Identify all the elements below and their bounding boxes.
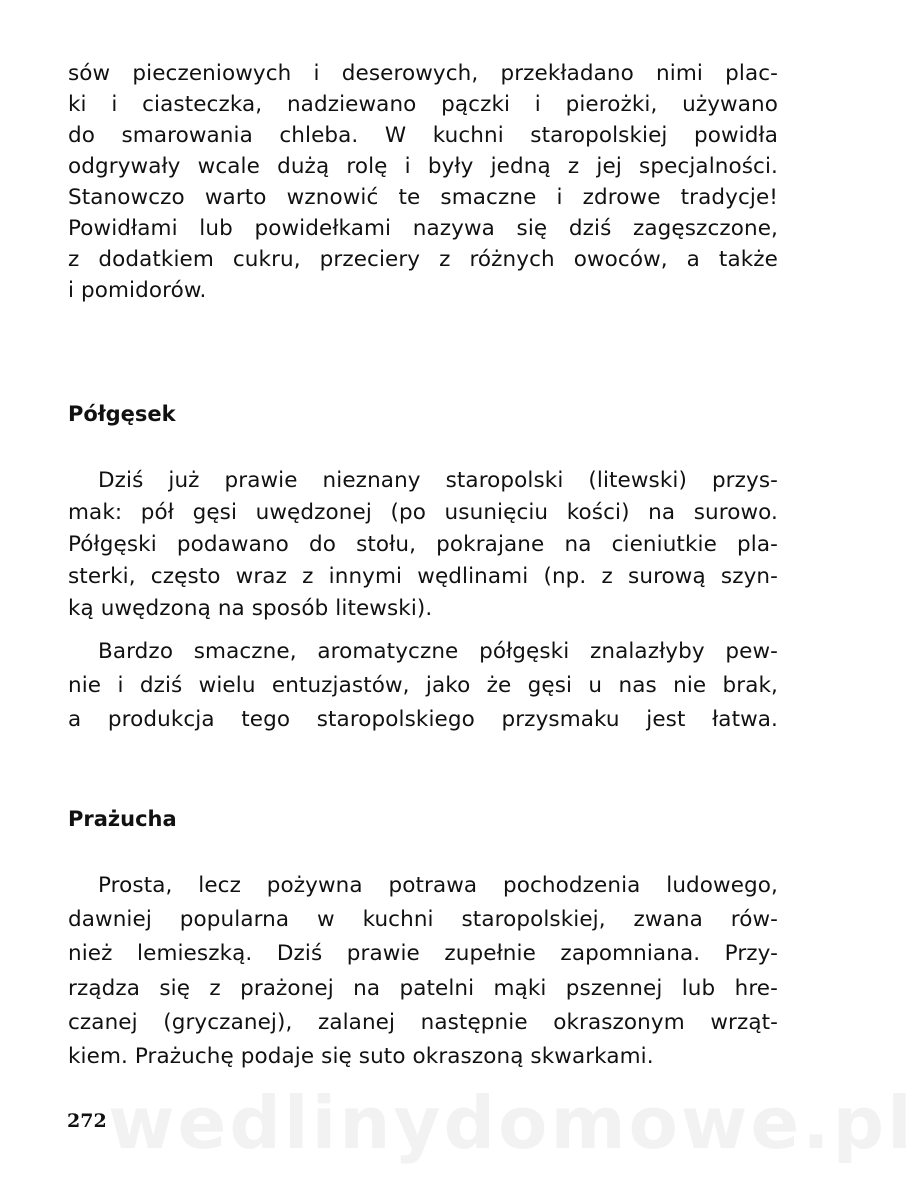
polgesek-line-2: mak: pół gęsi uwędzonej (po usunięciu kości) na surowo. <box>68 500 778 525</box>
prazucha-line-2: dawniej popularna w kuchni staropolskiej, zwana rów- <box>68 907 778 932</box>
section-heading-polgesek: Półgęsek <box>68 402 176 426</box>
polgesek-line-4: sterki, często wraz z innymi wędlinami (np. z surową szyn- <box>68 564 778 589</box>
prazucha-line-5: czanej (gryczanej), zalanej następnie okraszonym wrząt- <box>68 1010 778 1035</box>
prazucha-line-1: Prosta, lecz pożywna potrawa pochodzenia ludowego, <box>98 873 778 898</box>
watermark: wedlinydomowe.pl <box>108 1081 915 1165</box>
intro-line-6: Powidłami lub powidełkami nazywa się dziś zagęszczone, <box>68 216 778 241</box>
section-heading-prazucha: Prażucha <box>68 807 177 831</box>
prazucha-line-3: nież lemieszką. Dziś prawie zupełnie zapomniana. Przy- <box>68 941 778 966</box>
polgesek-line-1: Dziś już prawie nieznany staropolski (litewski) przys- <box>98 468 778 493</box>
prazucha-line-6: kiem. Prażuchę podaje się suto okraszoną skwarkami. <box>68 1044 654 1069</box>
polgesek-line-5: ką uwędzoną na sposób litewski). <box>68 596 433 621</box>
polgesek-line-7: nie i dziś wielu entuzjastów, jako że gęsi u nas nie brak, <box>68 673 778 698</box>
polgesek-line-8: a produkcja tego staropolskiego przysmaku jest łatwa. <box>68 707 778 732</box>
intro-line-4: odgrywały wcale dużą rolę i były jedną z jej specjalności. <box>68 154 778 179</box>
intro-line-7: z dodatkiem cukru, przeciery z różnych owoców, a także <box>68 247 778 272</box>
polgesek-line-6: Bardzo smaczne, aromatyczne półgęski znalazłyby pew- <box>98 639 778 664</box>
polgesek-line-3: Półgęski podawano do stołu, pokrajane na cieniutkie pla- <box>68 532 778 557</box>
page-number: 272 <box>67 1110 107 1132</box>
intro-line-3: do smarowania chleba. W kuchni staropolskiej powidła <box>68 123 778 148</box>
prazucha-line-4: rządza się z prażonej na patelni mąki pszennej lub hre- <box>68 976 778 1001</box>
intro-line-2: ki i ciasteczka, nadziewano pączki i pierożki, używano <box>68 92 778 117</box>
intro-line-1: sów pieczeniowych i deserowych, przekładano nimi plac- <box>68 61 778 86</box>
intro-line-8: i pomidorów. <box>68 278 207 303</box>
intro-line-5: Stanowczo warto wznowić te smaczne i zdrowe tradycje! <box>68 185 778 210</box>
